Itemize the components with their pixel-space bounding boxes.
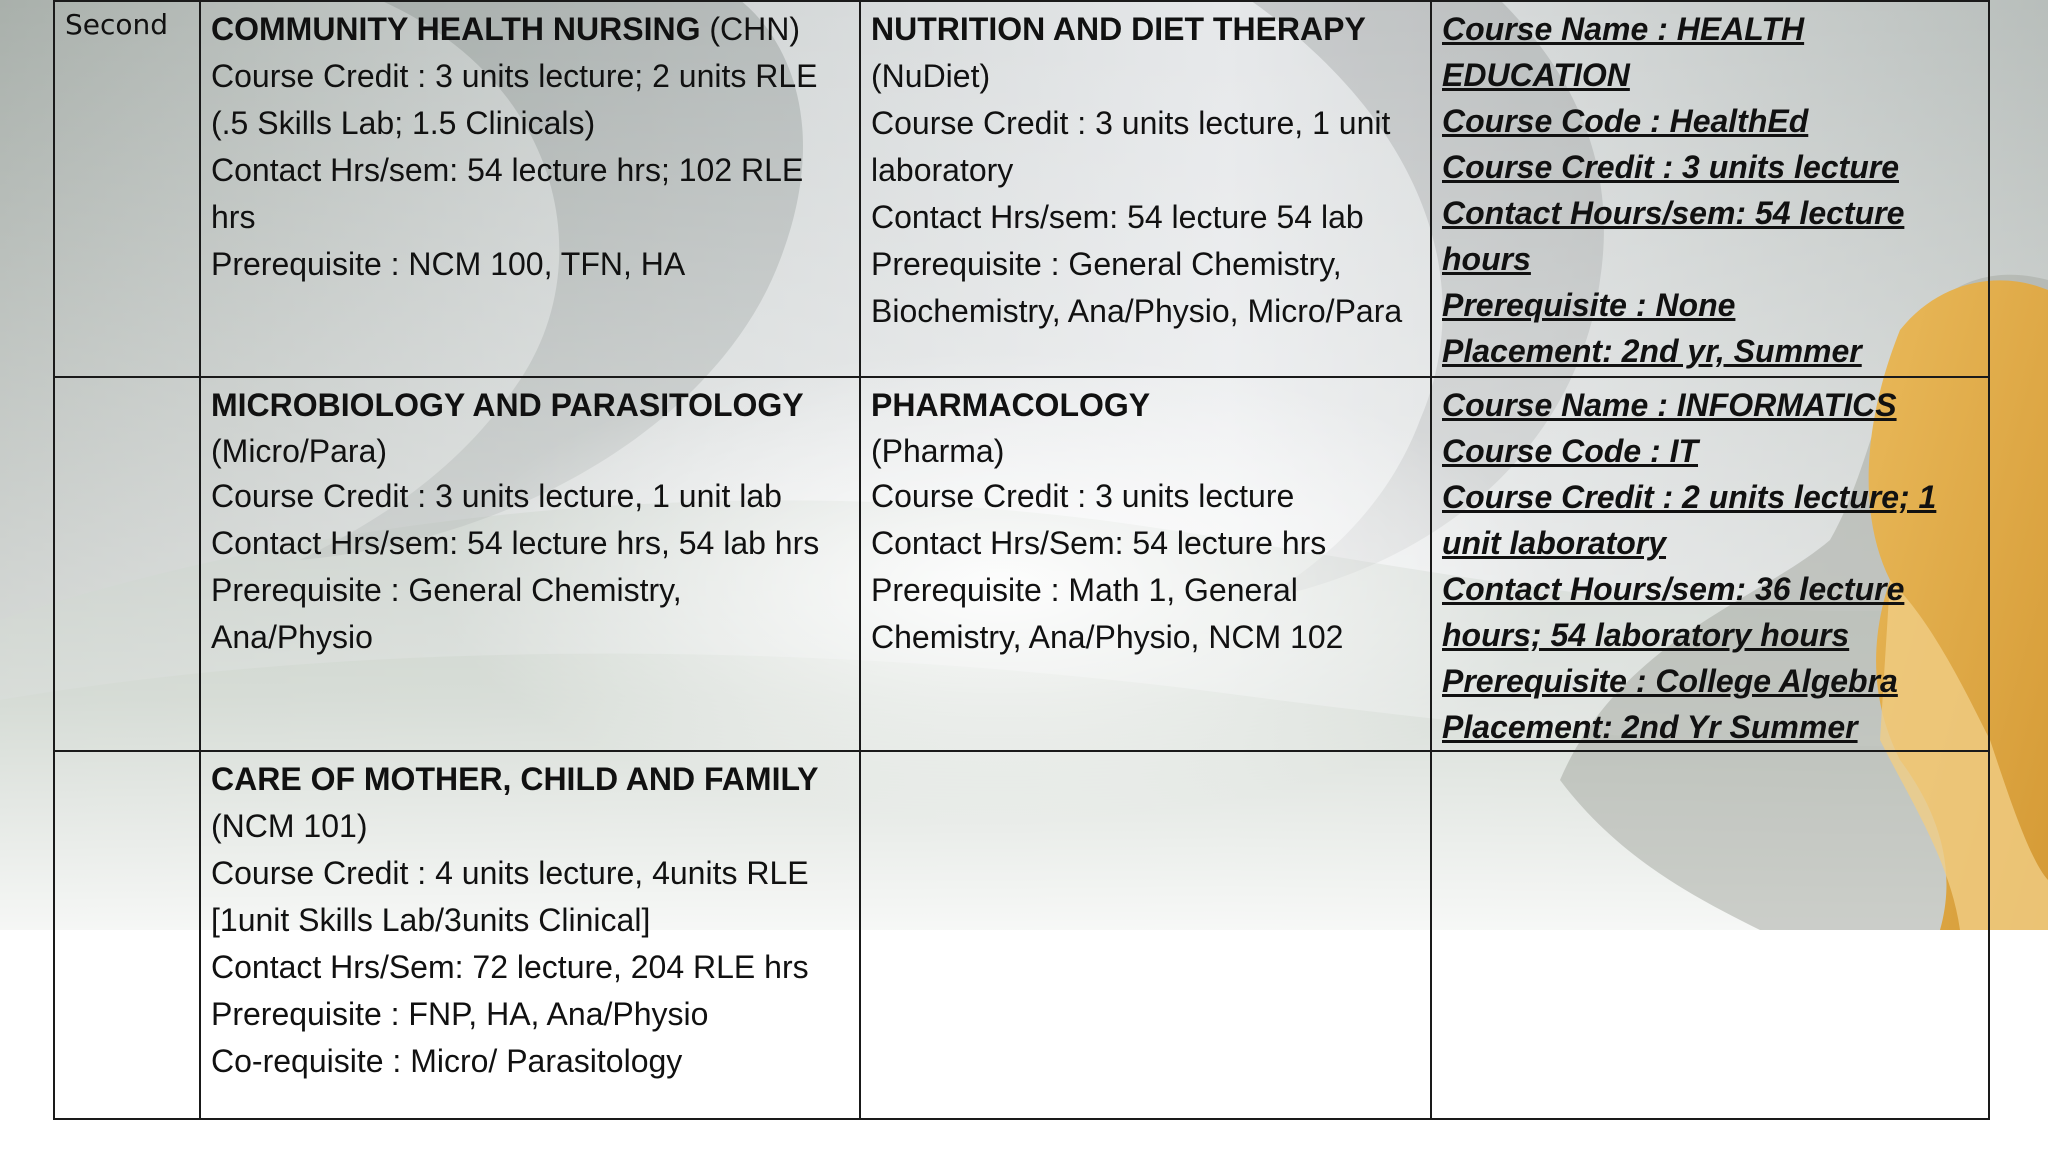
empty-cell <box>860 751 1431 1119</box>
course-abbreviation: (CHN) <box>700 11 800 47</box>
course-detail-line: Prerequisite : General Chemistry, Biochemistry, Ana/Physio, Micro/Para <box>871 246 1403 329</box>
course-detail-line: Prerequisite : General Chemistry, Ana/Physio <box>211 572 682 655</box>
course-detail-line: Course Code : HealthEd <box>1442 103 1809 139</box>
course-detail-line: Contact Hrs/Sem: 54 lecture hrs <box>871 525 1327 561</box>
course-detail-line: Course Code : IT <box>1442 433 1699 469</box>
course-detail-line: Course Credit : 2 units lecture; 1 unit laboratory <box>1442 479 1937 561</box>
course-detail-line: Prerequisite : Math 1, General Chemistry, Ana/Physio, NCM 102 <box>871 572 1344 655</box>
course-detail-line: Placement: 2nd yr, Summer <box>1442 333 1862 369</box>
table-row <box>54 751 1989 1119</box>
course-detail-line: Prerequisite : None <box>1442 287 1736 323</box>
course-title-line <box>211 756 849 850</box>
course-detail-line: Course Credit : 3 units lecture, 1 unit laboratory <box>871 105 1391 188</box>
table-row <box>54 377 1989 751</box>
course-detail-line: Co-requisite : Micro/ Parasitology <box>211 1043 683 1079</box>
course-title: CARE OF MOTHER, CHILD AND FAMILY <box>211 761 819 797</box>
course-detail-line: Contact Hrs/sem: 54 lecture 54 lab <box>871 199 1364 235</box>
course-detail-line: Placement: 2nd Yr Summer <box>1442 709 1858 745</box>
course-detail-line: Contact Hrs/sem: 54 lecture hrs; 102 RLE hrs <box>211 152 804 235</box>
course-detail-line: Contact Hrs/Sem: 72 lecture, 204 RLE hrs <box>211 949 809 985</box>
course-detail-line: Course Credit : 3 units lecture, 1 unit lab <box>211 478 782 514</box>
semester-cell <box>54 377 200 751</box>
semester-cell <box>54 751 200 1119</box>
course-cell-care-of-mother-child-family <box>200 751 860 1119</box>
course-detail-line: Prerequisite : NCM 100, TFN, HA <box>211 246 686 282</box>
course-cell-microbiology-parasitology <box>200 377 860 751</box>
course-title: NUTRITION AND DIET THERAPY <box>871 11 1366 47</box>
course-title: PHARMACOLOGY <box>871 387 1151 423</box>
course-cell-nutrition-diet-therapy <box>860 1 1431 377</box>
course-detail-line: Course Credit : 3 units lecture <box>1442 149 1899 185</box>
empty-cell <box>1431 751 1989 1119</box>
course-cell-community-health-nursing <box>200 1 860 377</box>
course-detail-line: Course Credit : 4 units lecture, 4units RLE [1unit Skills Lab/3units Clinical] <box>211 855 809 938</box>
course-detail-line: Course Name : INFORMATICS <box>1442 387 1897 423</box>
course-detail-line: (Micro/Para) <box>211 433 388 469</box>
course-title: COMMUNITY HEALTH NURSING <box>211 11 701 47</box>
course-detail-line: Course Credit : 3 units lecture; 2 units RLE (.5 Skills Lab; 1.5 Clinicals) <box>211 58 818 141</box>
course-detail-line: Prerequisite : College Algebra <box>1442 663 1898 699</box>
course-cell-health-education <box>1431 1 1989 377</box>
course-title-line <box>211 6 849 53</box>
course-cell-pharmacology <box>860 377 1431 751</box>
course-cell-informatics <box>1431 377 1989 751</box>
course-detail-line: (Pharma) <box>871 433 1005 469</box>
course-detail-line: Course Credit : 3 units lecture <box>871 478 1295 514</box>
semester-label: Second <box>65 8 169 41</box>
table-row <box>54 1 1989 377</box>
course-detail-line: Contact Hours/sem: 54 lecture hours <box>1442 195 1905 277</box>
course-detail-line: Prerequisite : FNP, HA, Ana/Physio <box>211 996 709 1032</box>
course-detail-line: Course Name : HEALTH EDUCATION <box>1442 11 1805 93</box>
course-detail-line: Contact Hours/sem: 36 lecture hours; 54 laboratory hours <box>1442 571 1905 653</box>
course-detail-line: Contact Hrs/sem: 54 lecture hrs, 54 lab hrs <box>211 525 820 561</box>
course-abbreviation: (NCM 101) <box>211 808 368 844</box>
course-detail-line: (NuDiet) <box>871 58 991 94</box>
course-title: MICROBIOLOGY AND PARASITOLOGY <box>211 387 804 423</box>
course-schedule-table <box>53 0 1990 1120</box>
semester-cell <box>54 1 200 377</box>
